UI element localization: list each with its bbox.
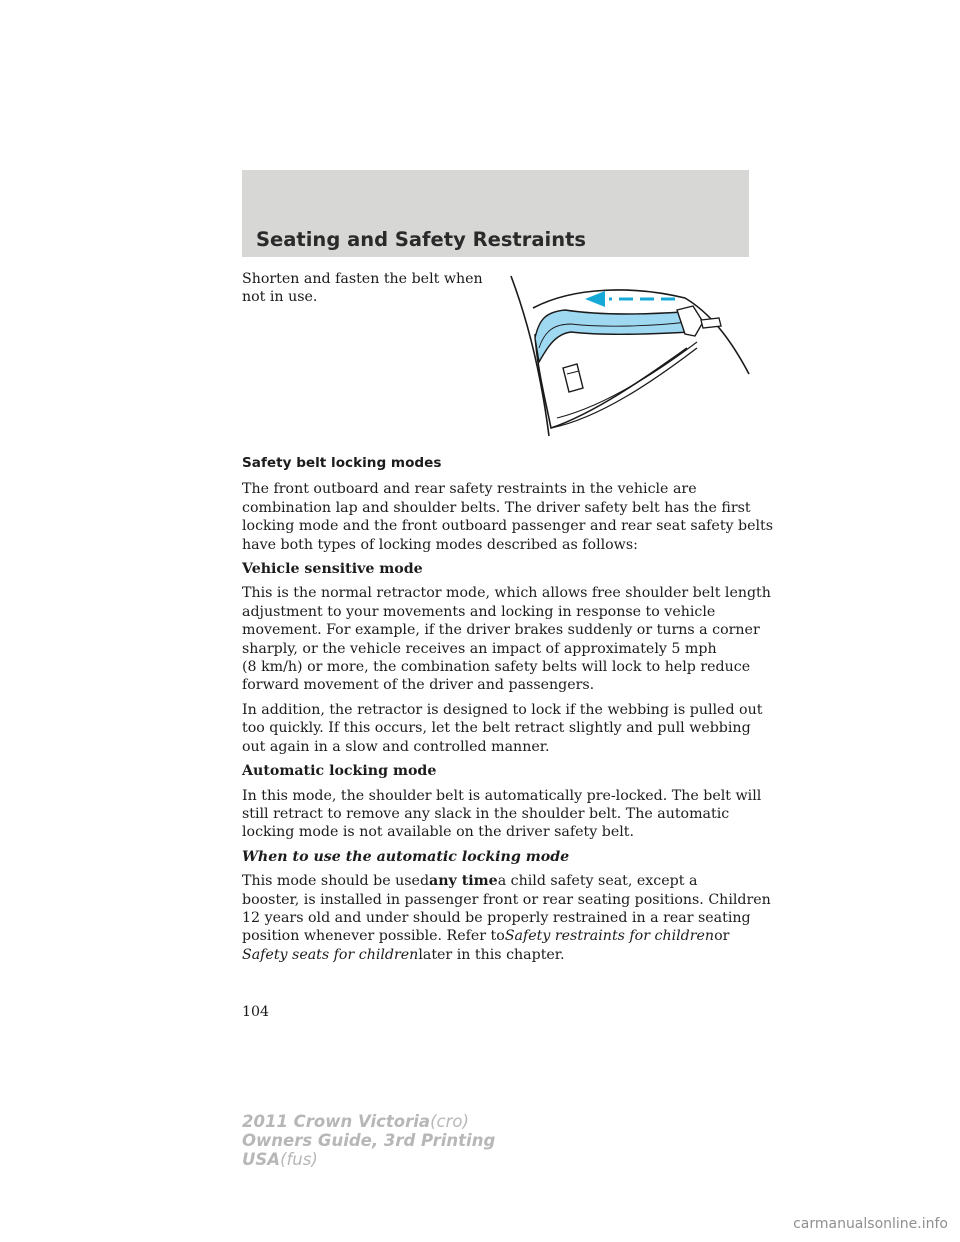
body-line: out again in a slow and controlled manner. xyxy=(242,738,550,755)
body-line: booster, is installed in passenger front or rear seating positions. Children xyxy=(242,891,771,908)
body-line: In addition, the retractor is designed to lock if the webbing is pulled out xyxy=(242,701,763,718)
heading-vehicle-sensitive: Vehicle sensitive mode xyxy=(242,561,423,578)
footer-line xyxy=(242,1131,495,1150)
body-line xyxy=(242,946,762,964)
text-span: position whenever possible. Refer to xyxy=(242,928,505,945)
body-line: have both types of locking modes described as follows: xyxy=(242,536,638,553)
xref-safety-restraints-children: Safety restraints for children xyxy=(504,928,715,945)
heading-when-to-use: When to use the automatic locking mode xyxy=(242,848,570,865)
text-span: or xyxy=(714,928,730,945)
intro-line: Shorten and fasten the belt when xyxy=(242,271,483,287)
heading-locking-modes: Safety belt locking modes xyxy=(242,455,442,471)
body-line: This is the normal retractor mode, which allows free shoulder belt length xyxy=(242,585,771,602)
body-line xyxy=(242,872,762,890)
intro-line: not in use. xyxy=(242,289,318,306)
body-line: sharply, or the vehicle receives an impact of approximately 5 mph xyxy=(242,640,717,657)
footer-code: (fus) xyxy=(280,1150,318,1169)
body-line: (8 km/h) or more, the combination safety belts will lock to help reduce xyxy=(242,659,751,676)
body-line: still retract to remove any slack in the shoulder belt. The automatic xyxy=(242,805,730,822)
footer-market: USA xyxy=(242,1150,281,1169)
body-line: forward movement of the driver and passengers. xyxy=(242,677,595,694)
body-line xyxy=(242,927,762,945)
body-line: 12 years old and under should be properly restrained in a rear seating xyxy=(242,909,751,926)
watermark-link[interactable]: carmanualsonline.info xyxy=(793,1216,948,1232)
body-line: locking mode is not available on the driver safety belt. xyxy=(242,824,634,841)
heading-automatic-locking: Automatic locking mode xyxy=(242,763,437,780)
intro-paragraph xyxy=(242,270,483,307)
body-line: In this mode, the shoulder belt is automatically pre-locked. The belt will xyxy=(242,787,762,804)
footer-line xyxy=(242,1150,495,1169)
body-line: combination lap and shoulder belts. The driver safety belt has the first xyxy=(242,499,751,516)
print-footer xyxy=(242,1112,495,1169)
body-line: too quickly. If this occurs, let the belt retract slightly and pull webbing xyxy=(242,720,751,737)
body-line: The front outboard and rear safety restraints in the vehicle are xyxy=(242,481,697,498)
footer-edition: Owners Guide, 3rd Printing xyxy=(242,1131,496,1150)
section-title: Seating and Safety Restraints xyxy=(256,228,587,251)
emphasis-any-time: any time xyxy=(429,873,498,890)
footer-line xyxy=(242,1112,495,1131)
body-line: locking mode and the front outboard passenger and rear seat safety belts xyxy=(242,518,774,535)
body-line: movement. For example, if the driver brakes suddenly or turns a corner xyxy=(242,622,760,639)
text-span: a child safety seat, except a xyxy=(497,873,698,890)
body-line: adjustment to your movements and locking in response to vehicle xyxy=(242,603,716,620)
seat-belt-stow-arrow-illustration xyxy=(505,268,755,438)
xref-safety-seats-children: Safety seats for children xyxy=(242,946,419,963)
footer-code: (cro) xyxy=(430,1112,469,1131)
text-span: This mode should be used xyxy=(242,873,430,890)
text-span: later in this chapter. xyxy=(418,946,565,963)
footer-model: 2011 Crown Victoria xyxy=(242,1112,431,1131)
main-body xyxy=(242,454,774,964)
page-number: 104 xyxy=(242,1004,270,1020)
